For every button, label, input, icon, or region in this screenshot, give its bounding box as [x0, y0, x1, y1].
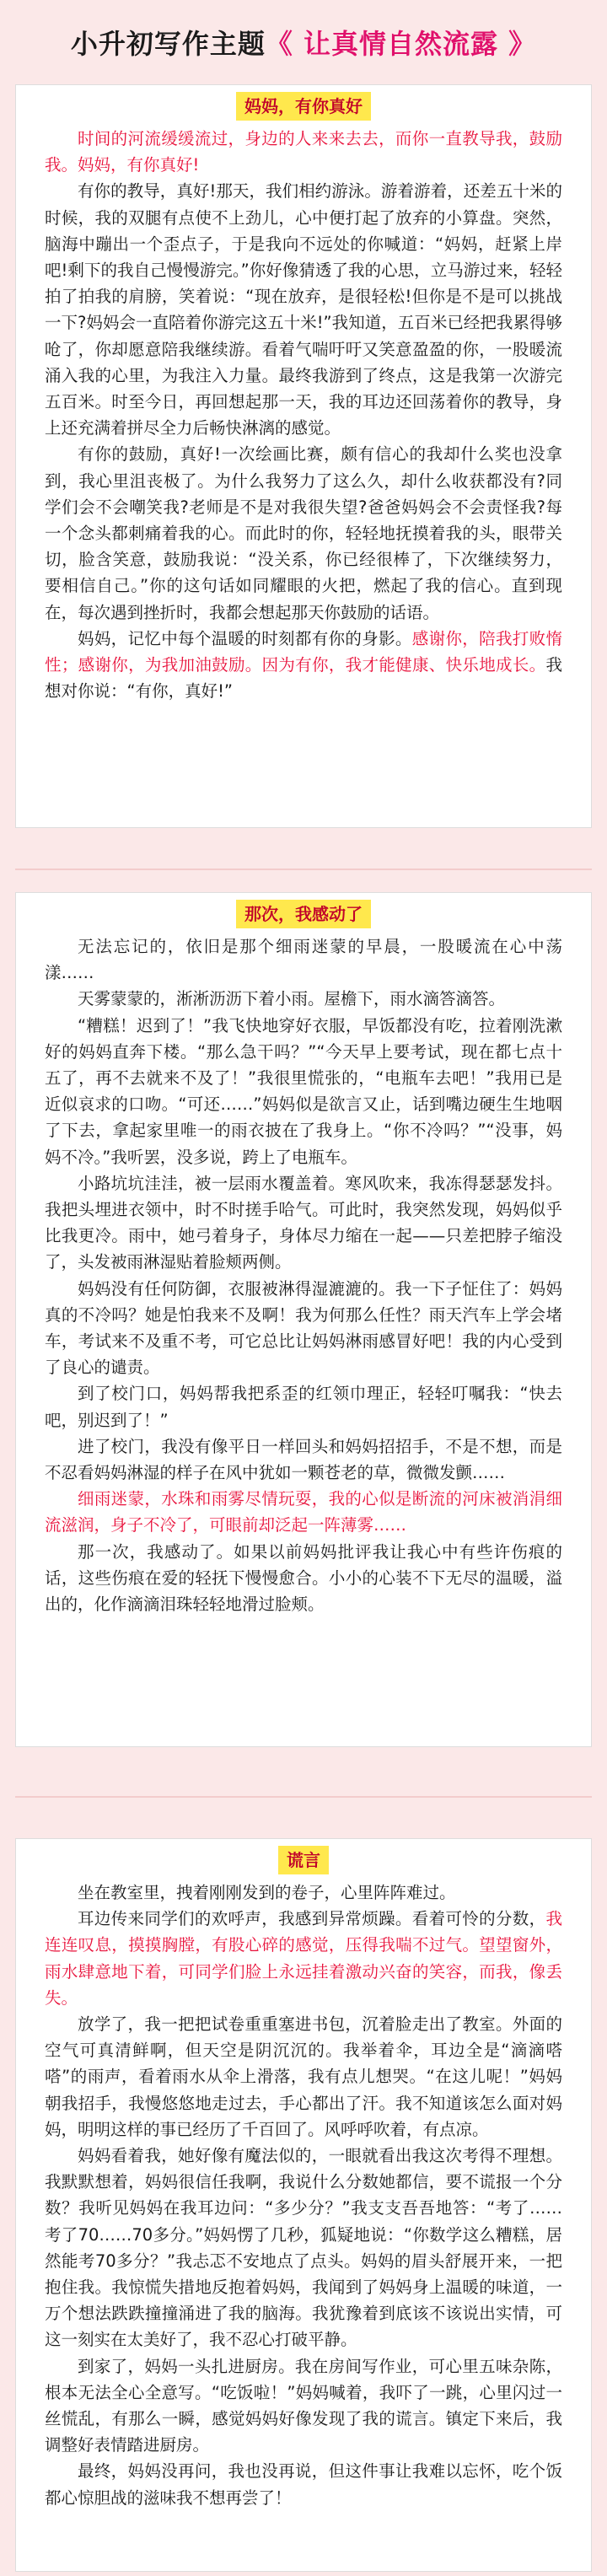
divider — [15, 1796, 592, 1798]
paragraph-text: 坐在教室里，拽着刚刚发到的卷子，心里阵阵难过。 — [78, 1883, 456, 1902]
title-topic: 《 让真情自然流露 》 — [265, 28, 537, 60]
highlighted-text: 时间的河流缓缓流过，身边的人来来去去，而你一直教导我，鼓励我。妈妈，有你真好! — [45, 129, 562, 175]
essay-card-1 — [15, 84, 592, 828]
essay-paragraph — [45, 1906, 562, 2011]
essay-caption-wrap — [45, 92, 562, 121]
essay-paragraph — [45, 986, 562, 1012]
paragraph-text: 那一次，我感动了。如果以前妈妈批评我让我心中有些许伤痕的话，这些伤痕在爱的轻抚下慢慢愈合。小小的心装不下无尽的温暖，溢出的，化作滴滴泪珠轻轻地滑过脸颊。 — [45, 1541, 562, 1615]
essay-card-3 — [15, 1838, 592, 2572]
essay-body — [45, 126, 562, 704]
essay-body — [45, 1880, 562, 2511]
title-bar — [0, 0, 607, 84]
paragraph-text: 妈妈没有任何防御，衣服被淋得湿漉漉的。我一下子怔住了：妈妈真的不冷吗？她是怕我来不及啊！我为何那么任性？雨天汽车上学会堵车，考试来不及重不考，可它总比让妈妈淋雨感冒好吧！我的内心受到了良心的谴责。 — [45, 1278, 562, 1378]
essay-paragraph — [45, 126, 562, 178]
essay-caption-wrap — [45, 1846, 562, 1874]
essay-paragraph — [45, 1880, 562, 1906]
essay-paragraph — [45, 1276, 562, 1381]
paragraph-text: 妈妈看着我，她好像有魔法似的，一眼就看出我这次考得不理想。我默默想着，妈妈很信任我啊，我说什么分数她都信，要不谎报一个分数？我听见妈妈在我耳边问：“多少分？”我支支吾吾地答：“考了……考了70……70多分。”妈妈愣了几秒，狐疑地说：“你数学这么糟糕，居然能考70多分？”我忐忑不安地点了点头。妈妈的眉头舒展开来，一把抱住我。我惊慌失措地反抱着妈妈，我闻到了妈妈身上温暖的味道，一万个想法跌跌撞撞涌进了我的脑海。我犹豫着到底该不该说出实情，可这一刻实在太美好了，我不忍心打破平静。 — [45, 2146, 562, 2350]
paragraph-text: 天雾蒙蒙的，淅淅沥沥下着小雨。屋檐下，雨水滴答滴答。 — [78, 989, 506, 1009]
essay-paragraph — [45, 1380, 562, 1433]
paragraph-text: 妈妈，记忆中每个温暖的时刻都有你的身影。 — [78, 628, 412, 648]
essay-caption: 谎言 — [278, 1846, 329, 1874]
essay-paragraph — [45, 2353, 562, 2459]
page-title — [71, 23, 536, 62]
essay-paragraph — [45, 1539, 562, 1618]
paragraph-text: 无法忘记的，依旧是那个细雨迷蒙的早晨，一股暖流在心中荡漾…… — [45, 937, 562, 983]
title-main: 小升初写作主题 — [70, 28, 266, 60]
paragraph-text: 进了校门，我没有像平日一样回头和妈妈招招手，不是不想，而是不忍看妈妈淋湿的样子在风中犹如一颗苍老的草，微微发颤…… — [45, 1436, 562, 1483]
paragraph-text: 有你的鼓励，真好!一次绘画比赛，颇有信心的我却什么奖也没拿到，我心里沮丧极了。为什么我努力了这么久，却什么收获都没有?同学们会不会嘲笑我?老师是不是对我很失望?爸爸妈妈会不会责怪我?每一个念头都刺痛着我的心。而此时的你，轻轻地抚摸着我的头，眼带关切，脸含笑意，鼓励我说：“没关系，你已经很棒了，下次继续努力，要相信自己。”你的这句话如同耀眼的火把，燃起了我的信心。直到现在，每次遇到挫折时，我都会想起那天你鼓励的话语。 — [45, 444, 562, 622]
essay-paragraph — [45, 2458, 562, 2510]
essay-paragraph — [45, 933, 562, 986]
essay-caption-wrap — [45, 900, 562, 928]
essay-paragraph — [45, 1486, 562, 1538]
highlighted-text: 感谢你，陪我打败惰性；感谢你，为我加油鼓励。因为有你，我才能健康、快乐地成长。 — [45, 628, 562, 675]
essay-card-2 — [15, 892, 592, 1747]
essay-paragraph — [45, 626, 562, 705]
essay-paragraph — [45, 1433, 562, 1486]
paragraph-text: 耳边传来同学们的欢呼声，我感到异常烦躁。看着可怜的分数， — [78, 1909, 546, 1929]
divider — [15, 869, 592, 870]
essay-paragraph — [45, 2143, 562, 2353]
paragraph-text: 最终，妈妈没再问，我也没再说，但这件事让我难以忘怀，吃个饭都心惊胆战的滋味我不想再尝了！ — [45, 2461, 562, 2508]
paragraph-text: 到了校门口，妈妈帮我把系歪的红领巾理正，轻轻叮嘱我：“快去吧，别迟到了！” — [45, 1384, 562, 1430]
paragraph-text: 有你的教导，真好!那天，我们相约游泳。游着游着，还差五十米的时候，我的双腿有点使不上劲儿，心中便打起了放弃的小算盘。突然，脑海中蹦出一个歪点子，于是我向不远处的你喊道：“妈妈，赶紧上岸吧!剩下的我自己慢慢游完。”你好像猜透了我的心思，立马游过来，轻轻拍了拍我的肩膀，笑着说：“现在放弃，是很轻松!但你是不是可以挑战一下?妈妈会一直陪着你游完这五十米!”我知道，五百米已经把我累得够呛了，你却愿意陪我继续游。看着气喘吁吁又笑意盈盈的你，一股暖流涌入我的心里，为我注入力量。最终我游到了终点，这是我第一次游完五百米。时至今日，再回想起那一天，我的耳边还回荡着你的教导，身上还充满着拼尽全力后畅快淋漓的感觉。 — [45, 181, 562, 438]
paragraph-text: 到家了，妈妈一头扎进厨房。我在房间写作业，可心里五味杂陈，根本无法全心全意写。“吃饭啦！”妈妈喊着，我吓了一跳，心里闪过一丝慌乱，有那么一瞬，感觉妈妈好像发现了我的谎言。镇定下来后，我调整好表情踏进厨房。 — [45, 2356, 562, 2455]
paragraph-text: 小路坑坑洼洼，被一层雨水覆盖着。寒风吹来，我冻得瑟瑟发抖。我把头埋进衣领中，时不时搓手哈气。可此时，我突然发现，妈妈似乎比我更冷。雨中，她弓着身子，身体尽力缩在一起——只差把脖子缩没了，头发被雨淋湿贴着脸颊两侧。 — [45, 1173, 562, 1272]
paragraph-text: 我想对你说：“有你，真好!” — [45, 655, 562, 702]
essay-paragraph — [45, 1013, 562, 1170]
essay-caption: 妈妈，有你真好 — [236, 92, 371, 121]
highlighted-text: 我连连叹息，摸摸胸膛，有股心碎的感觉，压得我喘不过气。望望窗外，雨水肆意地下着，可同学们脸上永远挂着激动兴奋的笑容，而我，像丢失。 — [45, 1909, 562, 2008]
essay-paragraph — [45, 1170, 562, 1276]
essay-body — [45, 933, 562, 1617]
essay-paragraph — [45, 178, 562, 441]
highlighted-text: 细雨迷蒙，水珠和雨雾尽情玩耍，我的心似是断流的河床被消涓细流滋润，身子不冷了，可眼前却泛起一阵薄雾…… — [45, 1489, 562, 1535]
paragraph-text: “糟糕！迟到了！”我飞快地穿好衣服，早饭都没有吃，拉着刚洗漱好的妈妈直奔下楼。“那么急干吗？”“今天早上要考试，现在都七点十五了，再不去就来不及了！”我很里慌张的，“电瓶车去吧！”我用已是近似哀求的口吻。“可还……”妈妈似是欲言又止，话到嘴边硬生生地咽了下去，拿起家里唯一的雨衣披在了我身上。“你不冷吗？”“没事，妈妈不冷。”我听罢，没多说，跨上了电瓶车。 — [45, 1015, 562, 1167]
essay-paragraph — [45, 441, 562, 625]
essay-paragraph — [45, 2011, 562, 2143]
paragraph-text: 放学了，我一把把试卷重重塞进书包，沉着脸走出了教室。外面的空气可真清鲜啊，但天空是阴沉沉的。我举着伞，耳边全是“滴滴嗒嗒”的雨声，看着雨水从伞上滑落，我有点儿想哭。“在这儿呢！”妈妈朝我招手，我慢悠悠地走过去，手心都出了汗。我不知道该怎么面对妈妈，明明这样的事已经历了千百回了。风呼呼吹着，有点凉。 — [45, 2014, 562, 2139]
essay-caption: 那次，我感动了 — [236, 900, 371, 928]
